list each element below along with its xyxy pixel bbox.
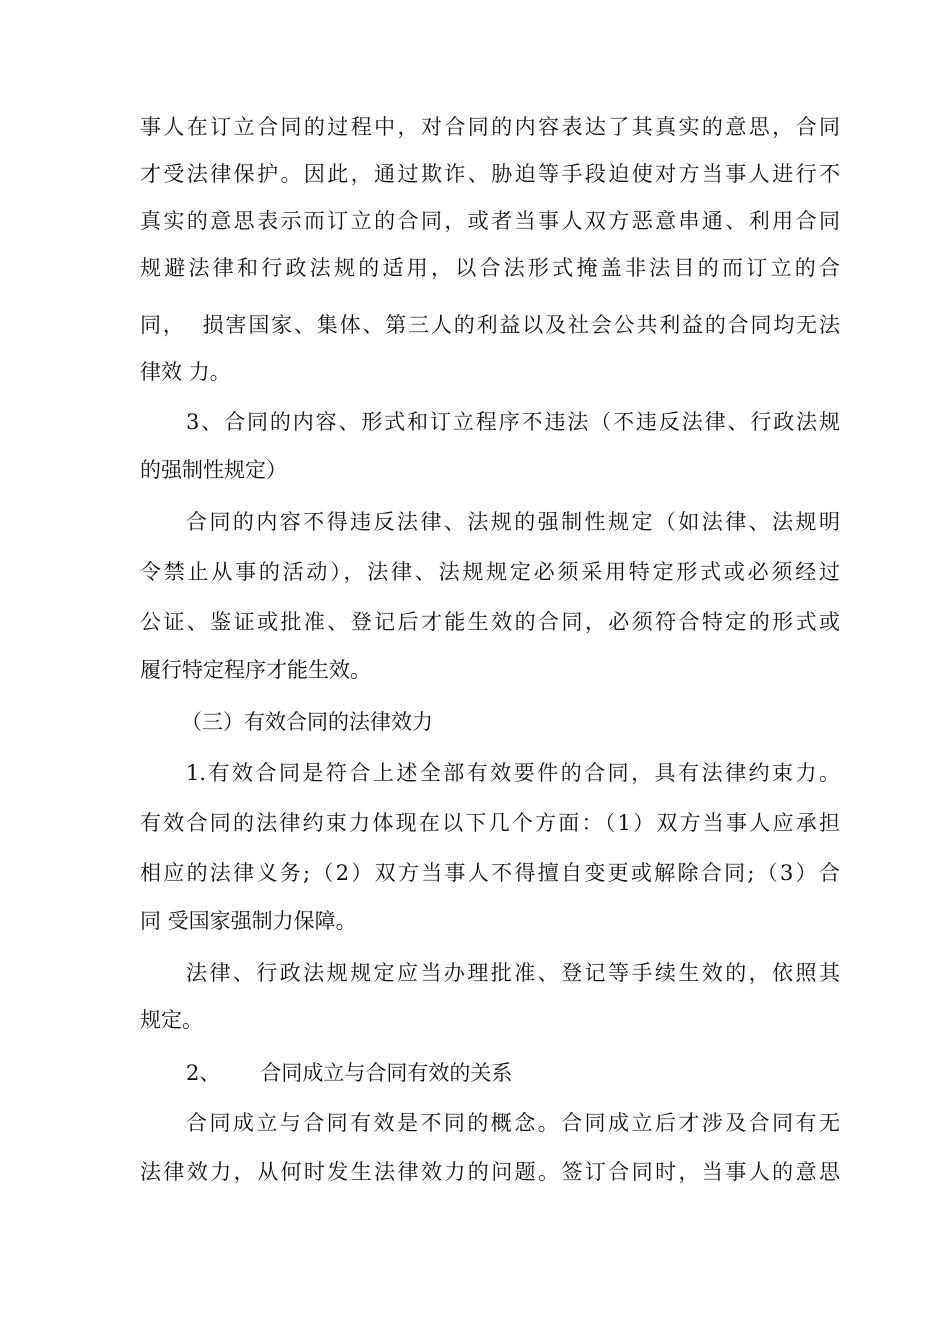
paragraph-line: 有效合同的法律约束力体现在以下几个方面：（1）双方当事人应承担 — [140, 811, 840, 835]
paragraph-line: 同 受国家强制力保障。 — [140, 909, 357, 933]
paragraph-line: 1.有效合同是符合上述全部有效要件的合同，具有法律约束力。 — [186, 761, 840, 785]
paragraph-line: 法律、行政法规规定应当办理批准、登记等手续生效的，依照其 — [186, 961, 840, 985]
subsection-heading: （三）有效合同的法律效力 — [181, 710, 433, 734]
paragraph-line: 事人在订立合同的过程中，对合同的内容表达了其真实的意思，合同 — [140, 115, 840, 139]
paragraph-line: 才受法律保护。因此，通过欺诈、胁迫等手段迫使对方当事人进行不 — [140, 162, 840, 186]
paragraph-line: 令禁止从事的活动），法律、法规规定必须采用特定形式或必须经过 — [140, 560, 840, 584]
section-heading-continued: 的强制性规定） — [140, 458, 287, 482]
paragraph-line: 真实的意思表示而订立的合同，或者当事人双方恶意串通、利用合同 — [140, 209, 840, 233]
paragraph-line: 公证、鉴证或批准、登记后才能生效的合同，必须符合特定的形式或 — [140, 610, 840, 634]
paragraph-line: 同， 损害国家、集体、第三人的利益以及社会公共利益的合同均无法 — [140, 313, 840, 337]
paragraph-line: 履行特定程序才能生效。 — [140, 658, 371, 682]
paragraph-line: 律效 力。 — [140, 360, 231, 384]
section-heading: 3、合同的内容、形式和订立程序不违法（不违反法律、行政法规 — [186, 410, 840, 434]
paragraph-line: 法律效力，从何时发生法律效力的问题。签订合同时，当事人的意思 — [140, 1160, 840, 1184]
paragraph-line: 规避法律和行政法规的适用，以合法形式掩盖非法目的而订立的合 — [140, 256, 840, 280]
paragraph-line: 合同成立与合同有效是不同的概念。合同成立后才涉及合同有无 — [186, 1111, 840, 1135]
paragraph-line: 合同的内容不得违反法律、法规的强制性规定（如法律、法规明 — [186, 510, 840, 534]
paragraph-line: 相应的法律义务;（2）双方当事人不得擅自变更或解除合同;（3）合 — [140, 861, 840, 885]
section-heading: 2、 合同成立与合同有效的关系 — [186, 1061, 513, 1085]
paragraph-line: 规定。 — [140, 1008, 203, 1032]
